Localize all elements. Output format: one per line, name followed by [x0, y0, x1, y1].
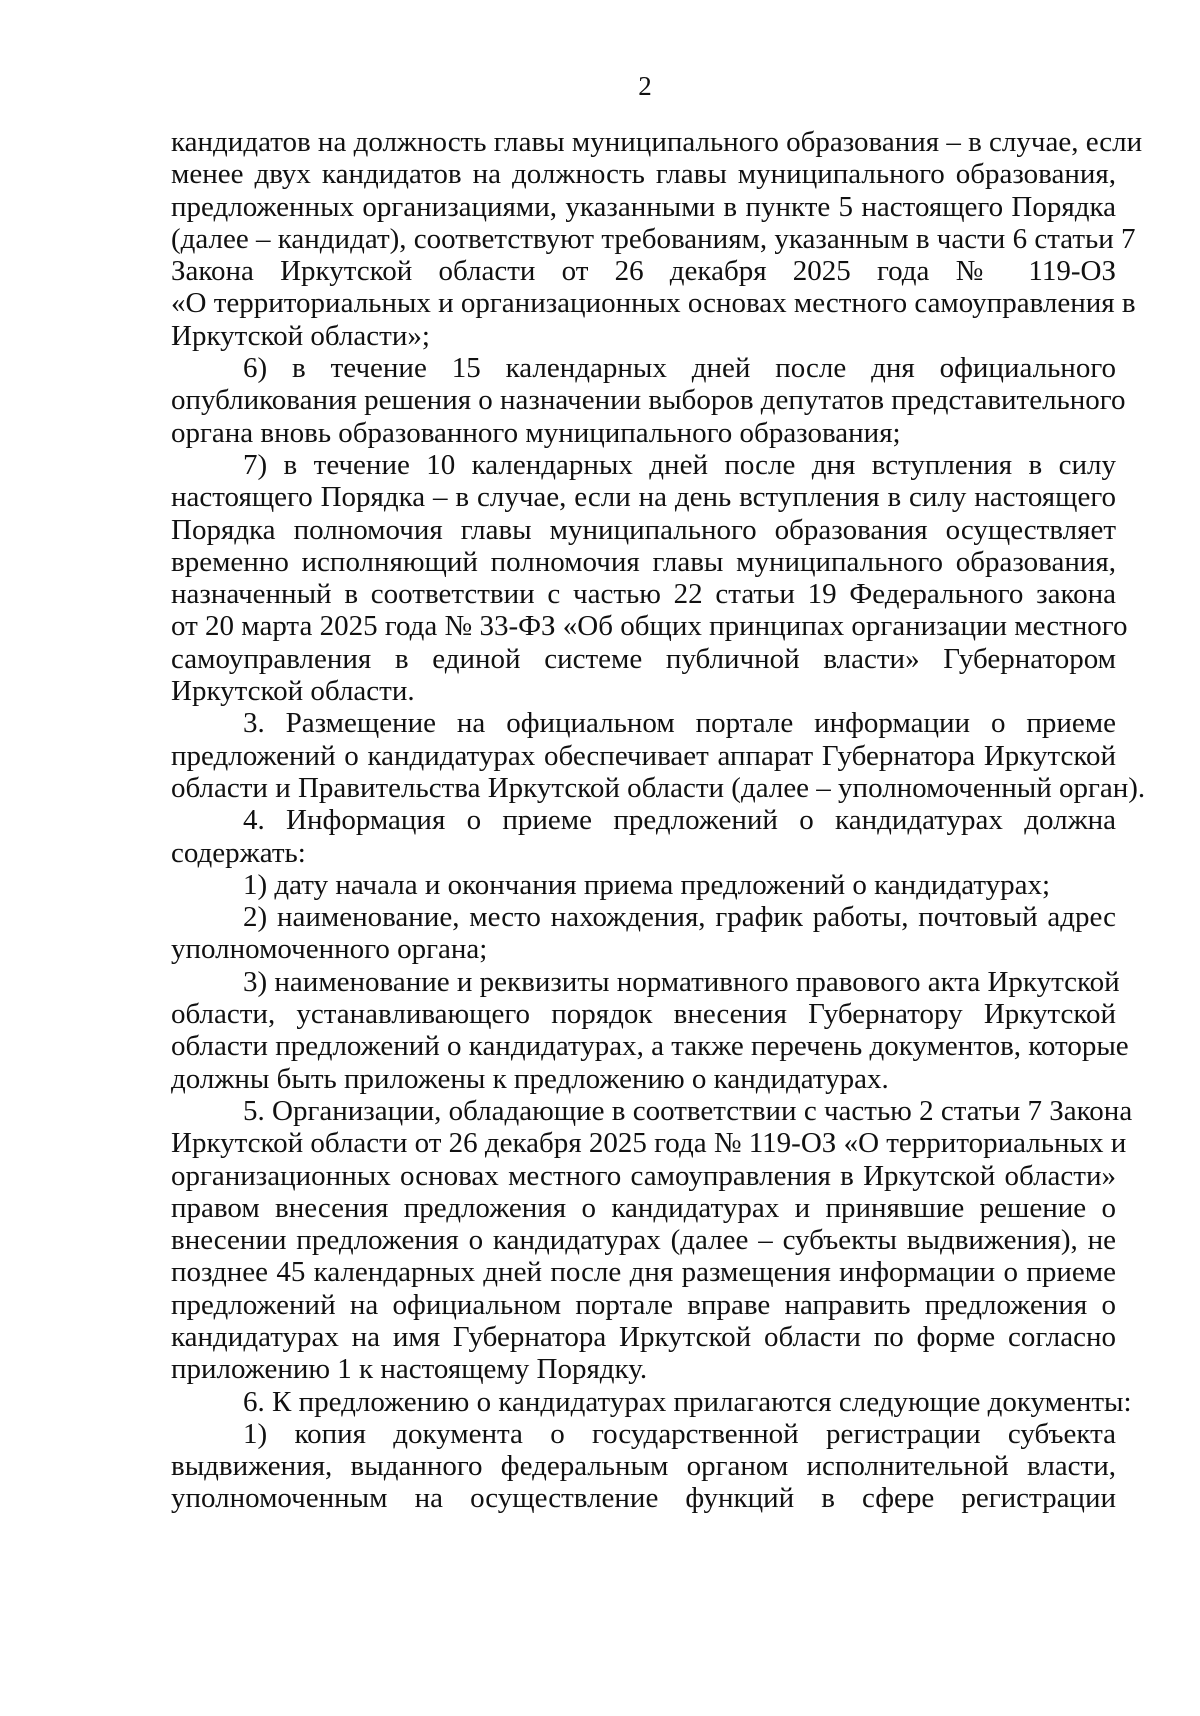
- text-line: выдвижения, выданного федеральным органом исполнительной власти,: [171, 1450, 1116, 1483]
- text-line: Иркутской области.: [171, 675, 415, 708]
- text-line: приложению 1 к настоящему Порядку.: [171, 1353, 648, 1386]
- text-line: 1) дату начала и окончания приема предложений о кандидатурах;: [243, 868, 1051, 901]
- text-line: кандидатурах на имя Губернатора Иркутской области по форме согласно: [171, 1320, 1116, 1353]
- text-line: области и Правительства Иркутской области (далее – уполномоченный орган).: [171, 771, 1146, 804]
- text-line: 6) в течение 15 календарных дней после дня официального: [243, 352, 1116, 385]
- text-line: 2) наименование, место нахождения, график работы, почтовый адрес: [243, 901, 1116, 934]
- text-line: кандидатов на должность главы муниципального образования – в случае, если: [171, 126, 1143, 158]
- text-line: от 20 марта 2025 года № 33-ФЗ «Об общих принципах организации местного: [171, 610, 1128, 643]
- text-line: 1) копия документа о государственной регистрации субъекта: [243, 1417, 1116, 1450]
- document-body: [171, 126, 1146, 1515]
- text-line: уполномоченным на осуществление функций в сфере регистрации: [171, 1482, 1116, 1515]
- text-line: 6. К предложению о кандидатурах прилагаются следующие документы:: [243, 1385, 1132, 1418]
- text-line: области предложений о кандидатурах, а также перечень документов, которые: [171, 1030, 1129, 1063]
- page-number: 2: [638, 71, 652, 101]
- text-line: Закона Иркутской области от 26 декабря 2025 года № 119-ОЗ: [171, 255, 1116, 288]
- text-line: уполномоченного органа;: [171, 933, 488, 966]
- text-line: 4. Информация о приеме предложений о кандидатурах должна: [243, 804, 1116, 837]
- text-line: (далее – кандидат), соответствуют требованиям, указанным в части 6 статьи 7: [171, 222, 1136, 255]
- text-line: Иркутской области»;: [171, 319, 430, 352]
- text-line: Иркутской области от 26 декабря 2025 года № 119-ОЗ «О территориальных и: [171, 1127, 1127, 1160]
- text-line: 3. Размещение на официальном портале информации о приеме: [243, 707, 1116, 740]
- text-line: Порядка полномочия главы муниципального образования осуществляет: [171, 513, 1116, 546]
- text-line: «О территориальных и организационных основах местного самоуправления в: [171, 287, 1136, 320]
- text-line: 5. Организации, обладающие в соответствии с частью 2 статьи 7 Закона: [243, 1094, 1133, 1127]
- text-line: менее двух кандидатов на должность главы муниципального образования,: [171, 158, 1116, 191]
- text-line: организационных основах местного самоуправления в Иркутской области»: [171, 1159, 1116, 1192]
- text-line: предложенных организациями, указанными в пункте 5 настоящего Порядка: [171, 190, 1116, 223]
- text-line: области, устанавливающего порядок внесения Губернатору Иркутской: [171, 998, 1116, 1031]
- text-line: назначенный в соответствии с частью 22 статьи 19 Федерального закона: [171, 578, 1116, 611]
- text-line: настоящего Порядка – в случае, если на день вступления в силу настоящего: [171, 481, 1116, 514]
- text-line: органа вновь образованного муниципального образования;: [171, 416, 901, 449]
- text-line: самоуправления в единой системе публичной власти» Губернатором: [171, 642, 1116, 675]
- text-line: 3) наименование и реквизиты нормативного правового акта Иркутской: [243, 965, 1120, 998]
- text-line: предложений на официальном портале вправе направить предложения о: [171, 1288, 1116, 1321]
- text-line: опубликования решения о назначении выборов депутатов представительного: [171, 384, 1126, 417]
- text-line: позднее 45 календарных дней после дня размещения информации о приеме: [171, 1256, 1116, 1289]
- text-line: 7) в течение 10 календарных дней после дня вступления в силу: [243, 448, 1116, 481]
- text-line: правом внесения предложения о кандидатурах и принявшие решение о: [171, 1191, 1116, 1224]
- text-line: предложений о кандидатурах обеспечивает аппарат Губернатора Иркутской: [171, 739, 1116, 772]
- text-line: временно исполняющий полномочия главы муниципального образования,: [171, 545, 1116, 578]
- text-line: внесении предложения о кандидатурах (далее – субъекты выдвижения), не: [171, 1224, 1116, 1257]
- text-line: содержать:: [171, 836, 306, 869]
- text-line: должны быть приложены к предложению о кандидатурах.: [171, 1062, 889, 1095]
